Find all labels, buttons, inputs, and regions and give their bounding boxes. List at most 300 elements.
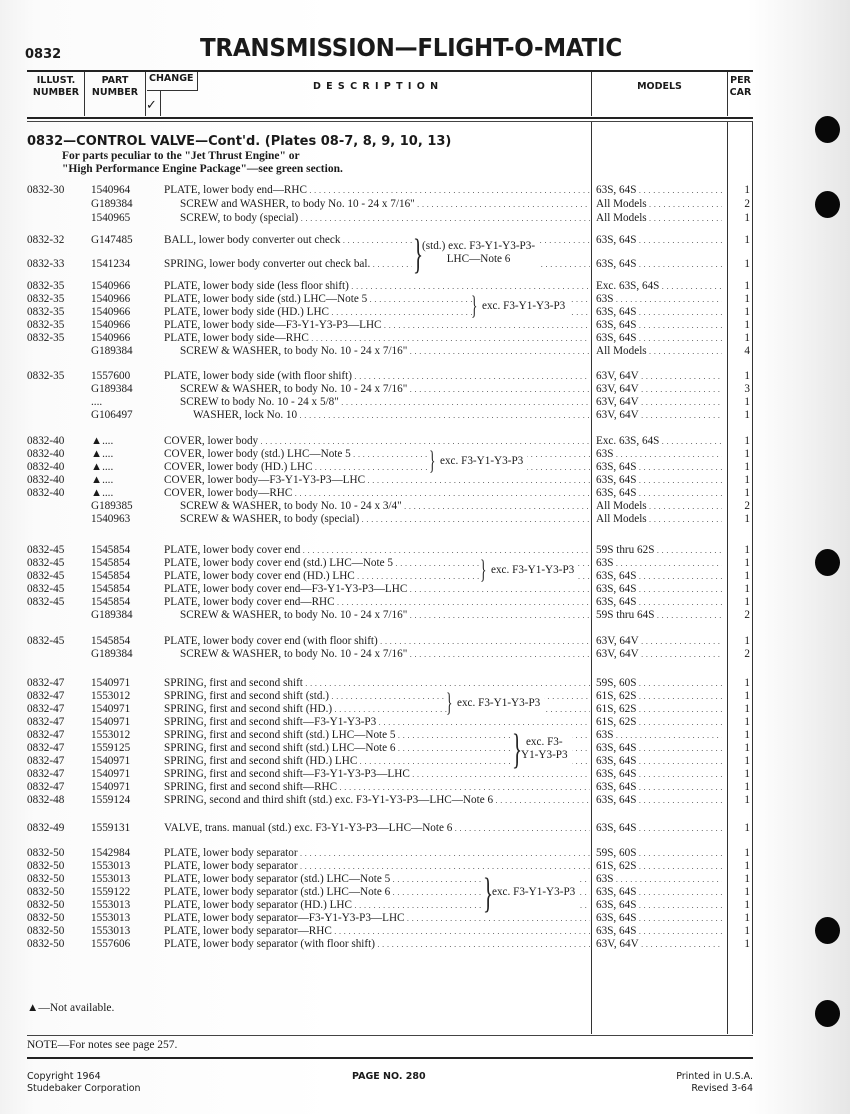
part-number: 1545854	[91, 570, 131, 582]
illust-number: 0832-35	[27, 306, 65, 318]
per-car: 1	[744, 860, 750, 872]
part-description: PLATE, lower body side (std.) LHC—Note 5 . . .	[164, 293, 590, 306]
illust-number: 0832-35	[27, 280, 65, 292]
illust-number: 0832-40	[27, 474, 65, 486]
illust-number: 0832-45	[27, 544, 65, 556]
brace-icon: }	[471, 291, 478, 320]
models: 63S . . .	[596, 293, 722, 306]
table-row	[0, 938, 850, 951]
part-description: COVER, lower body—RHC . . .	[164, 487, 590, 500]
part-description: PLATE, lower body cover end—F3-Y1-Y3-P3—LHC . . .	[164, 583, 590, 596]
part-description: SPRING, first and second shift (std.) . . .	[164, 690, 590, 703]
brace-annotation	[482, 871, 579, 917]
illust-number: 0832-45	[27, 596, 65, 608]
per-car: 2	[744, 648, 750, 660]
part-number: 1540966	[91, 332, 131, 344]
per-car: 1	[744, 847, 750, 859]
part-description: SCREW & WASHER, to body (special) . . .	[180, 513, 590, 526]
page-title: TRANSMISSION—FLIGHT-O-MATIC	[200, 33, 622, 62]
footnote-not-available: ▲—Not available.	[27, 1002, 115, 1014]
table-row	[0, 461, 850, 474]
models: 63S . . .	[596, 873, 722, 886]
models: 63S, 64S . . .	[596, 794, 722, 807]
models: 63S, 64S . . .	[596, 487, 722, 500]
illust-number: 0832-47	[27, 716, 65, 728]
illust-number: 0832-47	[27, 768, 65, 780]
models: 63V, 64V . . .	[596, 938, 722, 951]
table-row	[0, 583, 850, 596]
models: 63V, 64V . . .	[596, 635, 722, 648]
part-description: PLATE, lower body side (with floor shift) . . .	[164, 370, 590, 383]
part-number: ▲....	[91, 435, 114, 447]
per-car: 1	[744, 280, 750, 292]
brace-icon: }	[480, 555, 487, 584]
part-number: 1553013	[91, 925, 131, 937]
header-bottom-rule	[27, 117, 753, 119]
models: 63S, 64S . . .	[596, 474, 722, 487]
illust-number: 0832-35	[27, 332, 65, 344]
part-number: 1553013	[91, 912, 131, 924]
column-header-part	[85, 75, 145, 99]
part-description: PLATE, lower body separator—RHC . . .	[164, 925, 590, 938]
part-description: PLATE, lower body cover end . . .	[164, 544, 590, 557]
table-row	[0, 184, 850, 197]
part-description: PLATE, lower body separator . . .	[164, 847, 590, 860]
table-row	[0, 513, 850, 526]
part-number: 1553012	[91, 729, 131, 741]
part-number: 1540966	[91, 280, 131, 292]
per-car: 2	[744, 198, 750, 210]
illust-number: 0832-49	[27, 822, 65, 834]
part-number: 1559131	[91, 822, 131, 834]
models: 61S, 62S . . .	[596, 690, 722, 703]
per-car: 1	[744, 435, 750, 447]
part-number: ▲....	[91, 461, 114, 473]
brace-annotation-line1: exc. F3-Y1-Y3-P3	[482, 299, 566, 312]
part-description: COVER, lower body (HD.) LHC . . .	[164, 461, 590, 474]
models: 63S, 64S . . .	[596, 822, 722, 835]
per-car: 1	[744, 557, 750, 569]
table-row	[0, 886, 850, 899]
per-car: 1	[744, 716, 750, 728]
part-description: BALL, lower body converter out check . . .	[164, 234, 590, 247]
part-description: SCREW, to body (special) . . .	[180, 212, 590, 225]
header-separator	[591, 72, 592, 116]
brace-annotation	[481, 557, 578, 583]
per-car: 1	[744, 409, 750, 421]
per-car: 1	[744, 474, 750, 486]
brace-annotation-line1: exc. F3-Y1-Y3-P3	[440, 454, 524, 467]
per-car: 1	[744, 234, 750, 246]
models: 63S . . .	[596, 729, 722, 742]
illust-number: 0832-50	[27, 938, 65, 950]
table-row	[0, 383, 850, 396]
brace-icon: }	[413, 232, 424, 278]
models: All Models . . .	[596, 500, 722, 513]
table-row	[0, 925, 850, 938]
part-description: VALVE, trans. manual (std.) exc. F3-Y1-Y3-P3—LHC—Note 6 . . .	[164, 822, 590, 835]
table-row	[0, 198, 850, 211]
models: All Models . . .	[596, 212, 722, 225]
table-row	[0, 755, 850, 768]
models: 63S, 64S . . .	[596, 583, 722, 596]
page-number: PAGE NO. 280	[352, 1071, 426, 1082]
illust-number: 0832-47	[27, 781, 65, 793]
part-number: 1559125	[91, 742, 131, 754]
models: 61S, 62S . . .	[596, 716, 722, 729]
part-description: SPRING, first and second shift (std.) LHC—Note 5 . . .	[164, 729, 590, 742]
part-description: PLATE, lower body cover end (with floor shift) . . .	[164, 635, 590, 648]
part-number: 1540971	[91, 768, 131, 780]
models: 63S, 64S . . .	[596, 258, 722, 271]
per-car: 1	[744, 703, 750, 715]
illust-number: 0832-48	[27, 794, 65, 806]
table-row	[0, 677, 850, 690]
table-row	[0, 794, 850, 807]
models: 63S, 64S . . .	[596, 461, 722, 474]
models: 63V, 64V . . .	[596, 409, 722, 422]
models: 63S . . .	[596, 557, 722, 570]
part-description: SPRING, first and second shift (HD.) . . .	[164, 703, 590, 716]
binder-hole-icon	[815, 116, 840, 143]
illust-number: 0832-45	[27, 570, 65, 582]
per-car: 1	[744, 583, 750, 595]
table-row	[0, 332, 850, 345]
per-car: 1	[744, 184, 750, 196]
column-header-part-line2: NUMBER	[91, 87, 139, 98]
part-description: WASHER, lock No. 10 . . .	[193, 409, 590, 422]
brace-annotation-line1: exc. F3-Y1-Y3-P3	[457, 696, 541, 709]
per-car: 1	[744, 822, 750, 834]
per-car: 1	[744, 461, 750, 473]
brace-icon: }	[483, 871, 494, 917]
part-number: G106497	[91, 409, 133, 421]
revised-date: Revised 3-64	[691, 1083, 753, 1094]
models: 63S, 64S . . .	[596, 886, 722, 899]
models: 61S, 62S . . .	[596, 860, 722, 873]
brace-annotation	[430, 448, 527, 474]
part-number: G147485	[91, 234, 133, 246]
binder-hole-icon	[815, 1000, 840, 1027]
models: 63S, 64S . . .	[596, 742, 722, 755]
models: 63S, 64S . . .	[596, 899, 722, 912]
illust-number: 0832-47	[27, 703, 65, 715]
part-description: PLATE, lower body side—RHC . . .	[164, 332, 590, 345]
part-number: 1545854	[91, 583, 131, 595]
table-row	[0, 781, 850, 794]
part-number: 1557606	[91, 938, 131, 950]
part-description: PLATE, lower body separator (std.) LHC—Note 6 . . .	[164, 886, 590, 899]
illust-number: 0832-45	[27, 557, 65, 569]
part-number: 1559122	[91, 886, 131, 898]
per-car: 1	[744, 570, 750, 582]
part-number: 1540971	[91, 716, 131, 728]
part-number: 1540971	[91, 781, 131, 793]
table-row	[0, 435, 850, 448]
per-car: 1	[744, 781, 750, 793]
column-header-per-car	[728, 75, 753, 99]
part-description: PLATE, lower body separator (HD.) LHC . . .	[164, 899, 590, 912]
table-row	[0, 596, 850, 609]
models: 63S, 64S . . .	[596, 570, 722, 583]
part-number: 1541234	[91, 258, 131, 270]
table-row	[0, 306, 850, 319]
per-car: 4	[744, 345, 750, 357]
per-car: 1	[744, 487, 750, 499]
part-description: SPRING, first and second shift (std.) LHC—Note 6 . . .	[164, 742, 590, 755]
part-number: 1540966	[91, 306, 131, 318]
part-number: G189384	[91, 648, 133, 660]
models: 63S, 64S . . .	[596, 184, 722, 197]
footer-printed	[640, 1071, 753, 1095]
brace-annotation-line1: exc. F3-	[525, 735, 563, 748]
models: 61S, 62S . . .	[596, 703, 722, 716]
models: 59S thru 62S . . .	[596, 544, 722, 557]
part-number: 1553013	[91, 873, 131, 885]
part-description: SPRING, first and second shift . . .	[164, 677, 590, 690]
brace-icon: }	[429, 446, 436, 475]
per-car: 1	[744, 513, 750, 525]
per-car: 1	[744, 729, 750, 741]
table-row	[0, 487, 850, 500]
per-car: 1	[744, 319, 750, 331]
part-description: SPRING, first and second shift—F3-Y1-Y3-P3—LHC . . .	[164, 768, 590, 781]
table-row	[0, 557, 850, 570]
models: 63S, 64S . . .	[596, 319, 722, 332]
models: All Models . . .	[596, 198, 722, 211]
column-header-illust	[27, 75, 85, 99]
illust-number: 0832-33	[27, 258, 65, 270]
part-number: 1540971	[91, 677, 131, 689]
part-number: 1540966	[91, 293, 131, 305]
illust-number: 0832-35	[27, 370, 65, 382]
illust-number: 0832-40	[27, 448, 65, 460]
part-description: SCREW & WASHER, to body No. 10 - 24 x 7/16" . . .	[180, 609, 590, 622]
part-number: 1553013	[91, 860, 131, 872]
table-row	[0, 822, 850, 835]
per-car: 1	[744, 596, 750, 608]
brace-icon: }	[512, 727, 523, 773]
per-car: 1	[744, 306, 750, 318]
brace-annotation	[412, 232, 539, 278]
table-row	[0, 500, 850, 513]
table-row	[0, 448, 850, 461]
part-description: SCREW & WASHER, to body No. 10 - 24 x 3/4" . . .	[180, 500, 590, 513]
part-number: 1540965	[91, 212, 131, 224]
part-number: 1540963	[91, 513, 131, 525]
brace-annotation	[511, 727, 572, 773]
per-car: 1	[744, 370, 750, 382]
models: 63S, 64S . . .	[596, 912, 722, 925]
copyright-year: Copyright 1964	[27, 1071, 101, 1082]
part-description: PLATE, lower body separator—F3-Y1-Y3-P3—LHC . . .	[164, 912, 590, 925]
section-code: 0832	[25, 47, 62, 62]
part-description: PLATE, lower body side (HD.) LHC . . .	[164, 306, 590, 319]
printed-in: Printed in U.S.A.	[676, 1071, 753, 1082]
models: 63S, 64S . . .	[596, 306, 722, 319]
part-description: SPRING, lower body converter out check bal. . . .	[164, 258, 590, 271]
illust-number: 0832-50	[27, 925, 65, 937]
per-car: 1	[744, 448, 750, 460]
table-row	[0, 912, 850, 925]
part-description: SCREW to body No. 10 - 24 x 5/8" . . .	[180, 396, 590, 409]
section-subheading-line2: "High Performance Engine Package"—see green section.	[62, 163, 343, 175]
illust-number: 0832-50	[27, 847, 65, 859]
part-description: PLATE, lower body separator (with floor shift) . . .	[164, 938, 590, 951]
column-header-models: MODELS	[637, 81, 682, 92]
per-car: 1	[744, 873, 750, 885]
per-car: 1	[744, 677, 750, 689]
illust-number: 0832-47	[27, 690, 65, 702]
footer-copyright	[27, 1071, 141, 1095]
part-description: SCREW and WASHER, to body No. 10 - 24 x 7/16" . . .	[180, 198, 590, 211]
part-description: PLATE, lower body cover end—RHC . . .	[164, 596, 590, 609]
brace-annotation-line2: LHC—Note 6	[446, 252, 511, 265]
illust-number: 0832-50	[27, 860, 65, 872]
per-car: 1	[744, 794, 750, 806]
models: 63V, 64V . . .	[596, 370, 722, 383]
column-header-per-line2: CAR	[729, 87, 752, 98]
models: All Models . . .	[596, 513, 722, 526]
part-description: PLATE, lower body cover end (HD.) LHC . . .	[164, 570, 590, 583]
table-row	[0, 742, 850, 755]
column-header-part-line1: PART	[101, 75, 129, 86]
part-description: PLATE, lower body separator (std.) LHC—Note 5 . . .	[164, 873, 590, 886]
column-header-illust-line1: ILLUST.	[36, 75, 76, 86]
illust-number: 0832-40	[27, 435, 65, 447]
per-car: 1	[744, 635, 750, 647]
column-header-change: CHANGE	[149, 73, 194, 84]
illust-number: 0832-47	[27, 755, 65, 767]
check-mark-icon: ✓	[146, 98, 157, 113]
binder-hole-icon	[815, 549, 840, 576]
table-row	[0, 635, 850, 648]
part-description: PLATE, lower body end—RHC . . .	[164, 184, 590, 197]
part-number: ▲....	[91, 474, 114, 486]
part-number: 1553012	[91, 690, 131, 702]
part-number: ▲....	[91, 448, 114, 460]
models: All Models . . .	[596, 345, 722, 358]
per-car: 1	[744, 938, 750, 950]
table-row	[0, 409, 850, 422]
models: 63S, 64S . . .	[596, 332, 722, 345]
illust-number: 0832-45	[27, 635, 65, 647]
table-row	[0, 690, 850, 703]
table-row	[0, 609, 850, 622]
illust-number: 0832-40	[27, 487, 65, 499]
illust-number: 0832-47	[27, 742, 65, 754]
per-car: 1	[744, 768, 750, 780]
part-number: G189385	[91, 500, 133, 512]
per-car: 1	[744, 755, 750, 767]
illust-number: 0832-50	[27, 873, 65, 885]
table-row	[0, 293, 850, 306]
part-description: SCREW & WASHER, to body No. 10 - 24 x 7/16" . . .	[180, 648, 590, 661]
part-number: G189384	[91, 609, 133, 621]
models: 63S, 64S . . .	[596, 768, 722, 781]
table-row	[0, 212, 850, 225]
per-car: 1	[744, 742, 750, 754]
part-description: COVER, lower body—F3-Y1-Y3-P3—LHC . . .	[164, 474, 590, 487]
table-row	[0, 847, 850, 860]
table-row	[0, 319, 850, 332]
table-row	[0, 716, 850, 729]
illust-number: 0832-45	[27, 583, 65, 595]
section-subheading	[62, 150, 343, 176]
part-number: 1540966	[91, 319, 131, 331]
brace-annotation	[447, 690, 544, 716]
per-car: 1	[744, 212, 750, 224]
table-row	[0, 860, 850, 873]
illust-number: 0832-30	[27, 184, 65, 196]
illust-number: 0832-50	[27, 886, 65, 898]
part-description: SPRING, first and second shift—RHC . . .	[164, 781, 590, 794]
copyright-holder: Studebaker Corporation	[27, 1083, 141, 1094]
illust-number: 0832-50	[27, 912, 65, 924]
models: 63S . . .	[596, 448, 722, 461]
models: 59S thru 64S . . .	[596, 609, 722, 622]
brace-annotation-line1: exc. F3-Y1-Y3-P3	[491, 563, 575, 576]
note-rule	[27, 1035, 753, 1036]
per-car: 1	[744, 690, 750, 702]
part-description: SPRING, first and second shift (HD.) LHC . . .	[164, 755, 590, 768]
section-heading: 0832—CONTROL VALVE—Cont'd. (Plates 08-7, 8, 9, 10, 13)	[27, 134, 452, 149]
part-number: 1542984	[91, 847, 131, 859]
per-car: 1	[744, 899, 750, 911]
part-number: 1559124	[91, 794, 131, 806]
per-car: 3	[744, 383, 750, 395]
part-number: 1545854	[91, 596, 131, 608]
illust-number: 0832-50	[27, 899, 65, 911]
part-number: 1545854	[91, 544, 131, 556]
part-number: 1557600	[91, 370, 131, 382]
models: 63S, 64S . . .	[596, 781, 722, 794]
part-description: PLATE, lower body side (less floor shift) . . .	[164, 280, 590, 293]
part-number: G189384	[91, 198, 133, 210]
footer-rule	[27, 1057, 753, 1059]
per-car: 1	[744, 332, 750, 344]
illust-number: 0832-47	[27, 729, 65, 741]
binder-hole-icon	[815, 917, 840, 944]
part-number: 1540971	[91, 703, 131, 715]
models: 59S, 60S . . .	[596, 677, 722, 690]
per-car: 2	[744, 609, 750, 621]
illust-number: 0832-47	[27, 677, 65, 689]
section-subheading-line1: For parts peculiar to the "Jet Thrust Engine" or	[62, 150, 300, 162]
column-header-per-line1: PER	[730, 75, 751, 86]
models: 63S, 64S . . .	[596, 925, 722, 938]
part-description: PLATE, lower body side—F3-Y1-Y3-P3—LHC . . .	[164, 319, 590, 332]
illust-number: 0832-32	[27, 234, 65, 246]
footnote-note: NOTE—For notes see page 257.	[27, 1039, 178, 1051]
illust-number: 0832-35	[27, 319, 65, 331]
part-description: COVER, lower body (std.) LHC—Note 5 . . .	[164, 448, 590, 461]
part-description: COVER, lower body . . .	[164, 435, 590, 448]
illust-number: 0832-35	[27, 293, 65, 305]
part-number: 1540964	[91, 184, 131, 196]
models: 63S, 64S . . .	[596, 234, 722, 247]
table-row	[0, 873, 850, 886]
models: 63V, 64V . . .	[596, 383, 722, 396]
table-row	[0, 703, 850, 716]
brace-annotation-line1: (std.) exc. F3-Y1-Y3-P3-	[422, 239, 536, 252]
models: 63V, 64V . . .	[596, 396, 722, 409]
table-row	[0, 729, 850, 742]
brace-annotation-line2: Y1-Y3-P3	[521, 748, 568, 761]
header-separator	[160, 90, 161, 116]
models: 63V, 64V . . .	[596, 648, 722, 661]
illust-number: 0832-40	[27, 461, 65, 473]
